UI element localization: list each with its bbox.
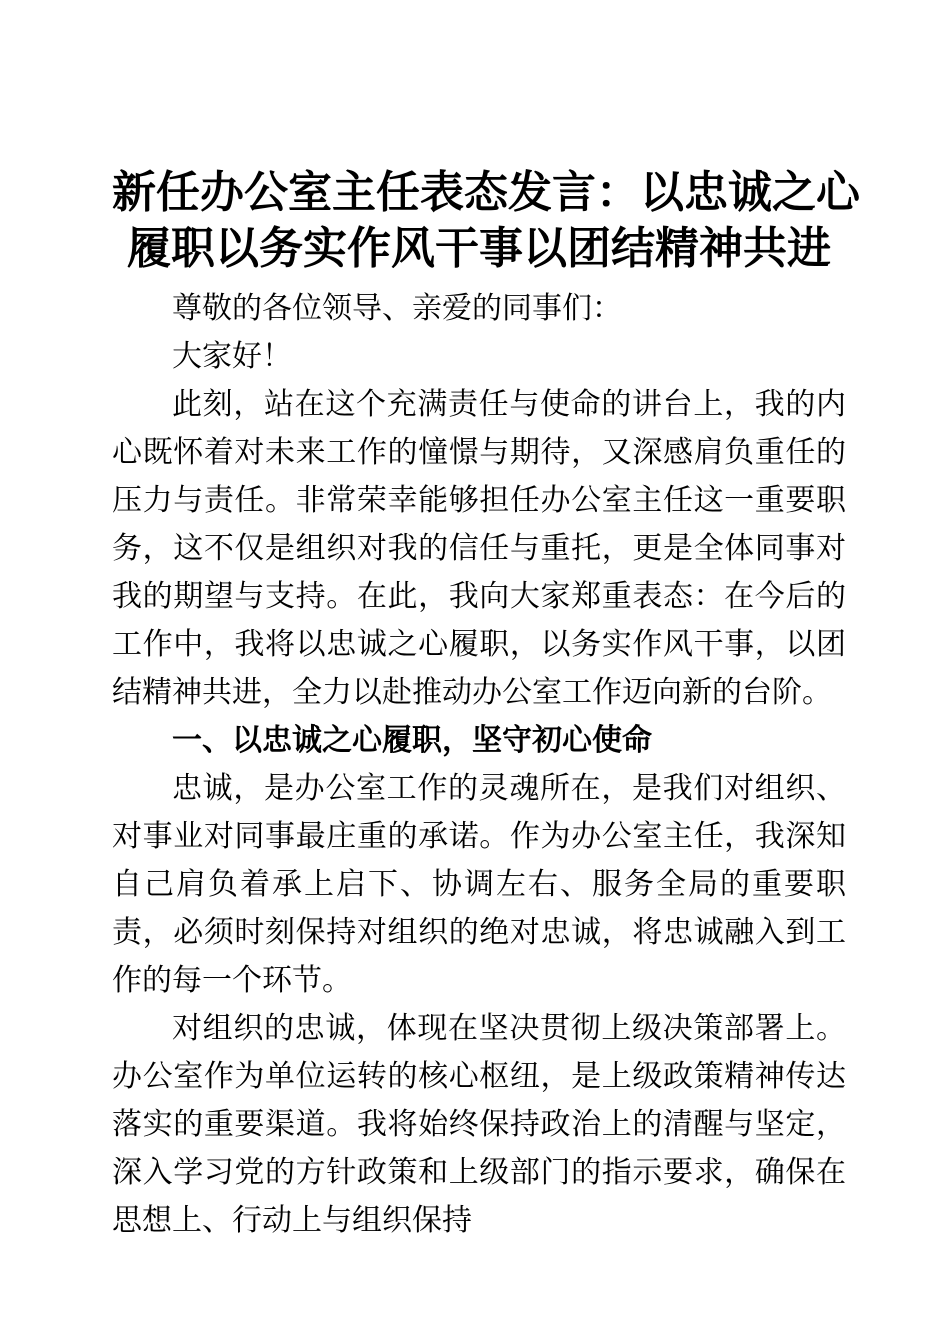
opening-paragraph: 此刻，站在这个充满责任与使命的讲台上，我的内心既怀着对未来工作的憧憬与期待，又深感肩负重任的压力与责任。非常荣幸能够担任办公室主任这一重要职务，这不仅是组织对我的信任与重托，更是全体同事对我的期望与支持。在此，我向大家郑重表态：在今后的工作中，我将以忠诚之心履职，以务实作风干事，以团结精神共进，全力以赴推动办公室工作迈向新的台阶。	[112, 387, 846, 710]
salutation-paragraph: 尊敬的各位领导、亲爱的同事们：	[172, 291, 622, 326]
body-paragraph-organization: 对组织的忠诚，体现在坚决贯彻上级决策部署上。办公室作为单位运转的核心枢纽，是上级政策精神传达落实的重要渠道。我将始终保持政治上的清醒与坚定，深入学习党的方针政策和上级部门的指示要求，确保在思想上、行动上与组织保持	[112, 1011, 846, 1238]
document-title	[112, 165, 860, 277]
document-title-line-1: 新任办公室主任表态发言：以忠诚之心	[112, 167, 860, 218]
greeting-paragraph: 大家好！	[172, 339, 292, 374]
section-heading-1: 一、以忠诚之心履职，坚守初心使命	[172, 723, 652, 758]
document-body	[112, 285, 846, 1245]
body-paragraph-loyalty: 忠诚，是办公室工作的灵魂所在，是我们对组织、对事业对同事最庄重的承诺。作为办公室主任，我深知自己肩负着承上启下、协调左右、服务全局的重要职责，必须时刻保持对组织的绝对忠诚，将忠诚融入到工作的每一个环节。	[112, 771, 846, 998]
document-title-line-2: 履职以务实作风干事以团结精神共进	[127, 223, 831, 274]
